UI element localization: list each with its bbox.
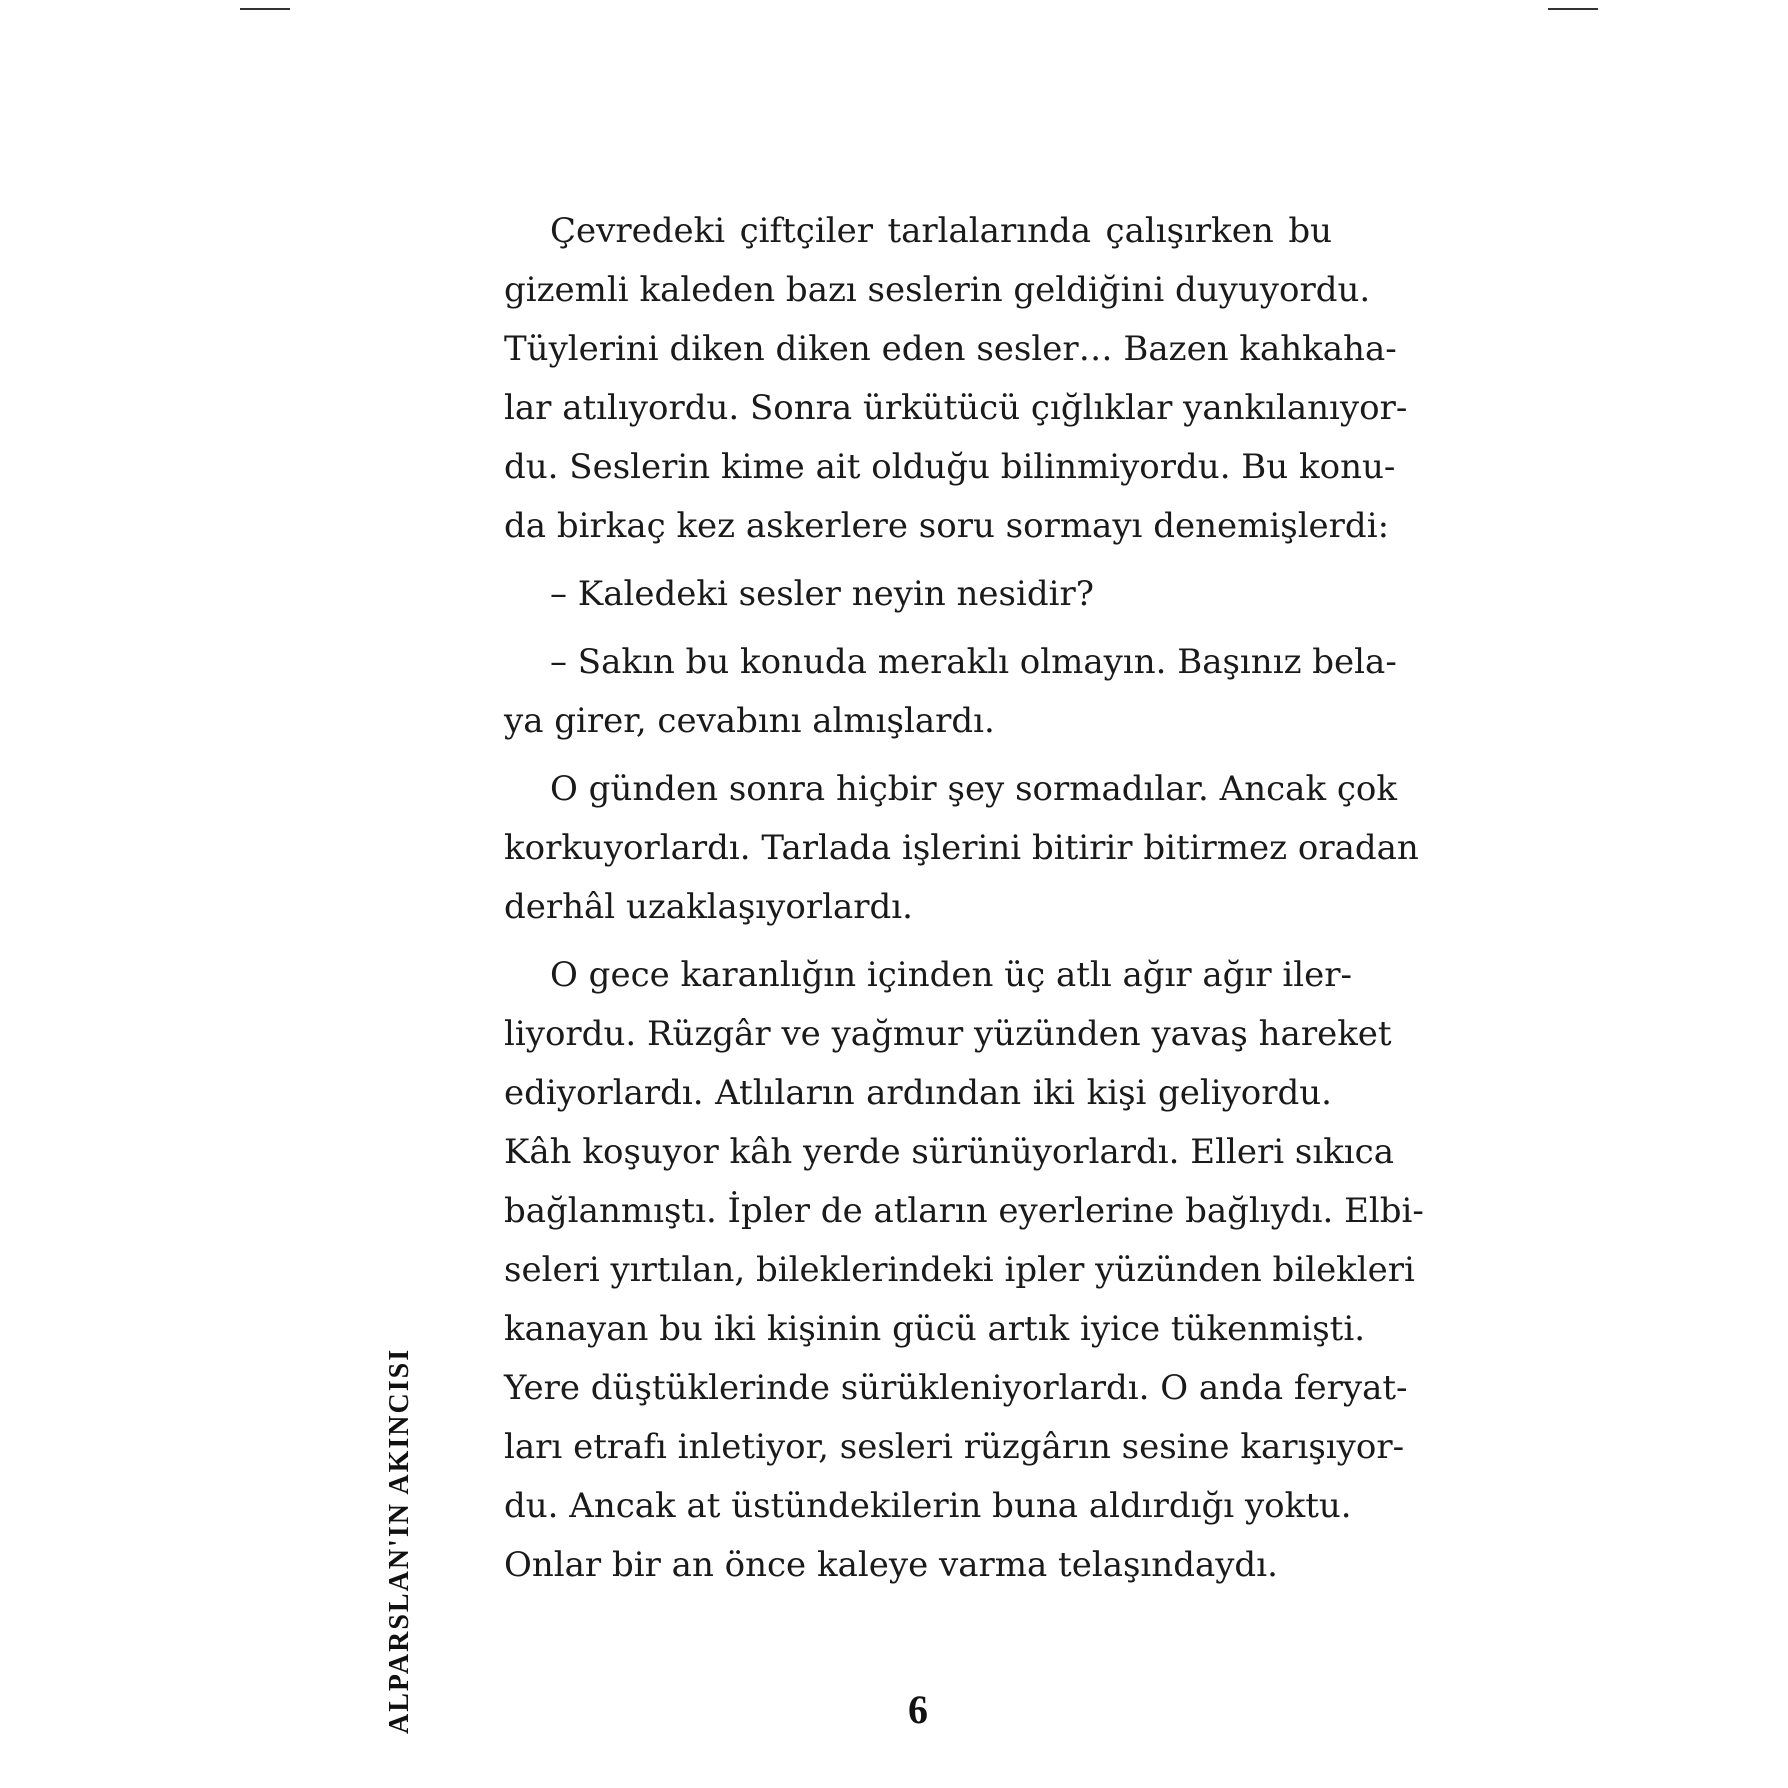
text-line: korkuyorlardı. Tarlada işlerini bitirir bitirmez oradan — [504, 828, 1419, 868]
text-line: ediyorlardı. Atlıların ardından iki kişi geliyordu. — [504, 1073, 1332, 1113]
text-line: O günden sonra hiçbir şey sormadılar. Ancak çok — [550, 769, 1397, 809]
paragraph — [504, 760, 1419, 937]
text-line: Çevredeki çiftçiler tarlalarında çalışırken bu — [550, 211, 1332, 251]
dialogue-question — [504, 565, 1332, 624]
text-line: Tüylerini diken diken eden sesler… Bazen kahkaha- — [504, 329, 1397, 369]
text-line: – Kaledeki sesler neyin nesidir? — [550, 574, 1094, 614]
text-line: lar atılıyordu. Sonra ürkütücü çığlıklar yankılanıyor- — [504, 388, 1408, 428]
text-line: bağlanmıştı. İpler de atların eyerlerine bağlıydı. Elbi- — [504, 1191, 1424, 1231]
crop-mark-left — [240, 8, 290, 10]
body-text — [504, 202, 1424, 1604]
text-line: derhâl uzaklaşıyorlardı. — [504, 887, 913, 927]
text-line: du. Ancak at üstündekilerin buna aldırdığı yoktu. — [504, 1486, 1352, 1526]
text-line: Yere düştüklerinde sürükleniyorlardı. O anda feryat- — [504, 1368, 1408, 1408]
page-number: 6 — [908, 1687, 928, 1732]
text-line: seleri yırtılan, bileklerindeki ipler yüzünden bilekleri — [504, 1250, 1415, 1290]
dialogue-answer — [504, 633, 1397, 751]
text-line: ya girer, cevabını almışlardı. — [504, 701, 995, 741]
text-line: liyordu. Rüzgâr ve yağmur yüzünden yavaş hareket — [504, 1014, 1392, 1054]
text-line: kanayan bu iki kişinin gücü artık iyice tükenmişti. — [504, 1309, 1366, 1349]
text-line: gizemli kaleden bazı seslerin geldiğini duyuyordu. — [504, 270, 1371, 310]
paragraph — [504, 202, 1408, 556]
running-book-title: ALPARSLAN'IN AKINCISI — [384, 1347, 415, 1734]
text-line: da birkaç kez askerlere soru sormayı denemişlerdi: — [504, 506, 1390, 546]
text-line: – Sakın bu konuda meraklı olmayın. Başınız bela- — [550, 642, 1397, 682]
text-line: O gece karanlığın içinden üç atlı ağır ağır iler- — [550, 955, 1352, 995]
paragraph — [504, 946, 1424, 1595]
crop-mark-right — [1548, 8, 1598, 10]
text-line: Kâh koşuyor kâh yerde sürünüyorlardı. Elleri sıkıca — [504, 1132, 1394, 1172]
text-line: du. Seslerin kime ait olduğu bilinmiyordu. Bu konu- — [504, 447, 1396, 487]
text-line: ları etrafı inletiyor, sesleri rüzgârın sesine karışıyor- — [504, 1427, 1405, 1467]
text-line: Onlar bir an önce kaleye varma telaşındaydı. — [504, 1545, 1278, 1585]
